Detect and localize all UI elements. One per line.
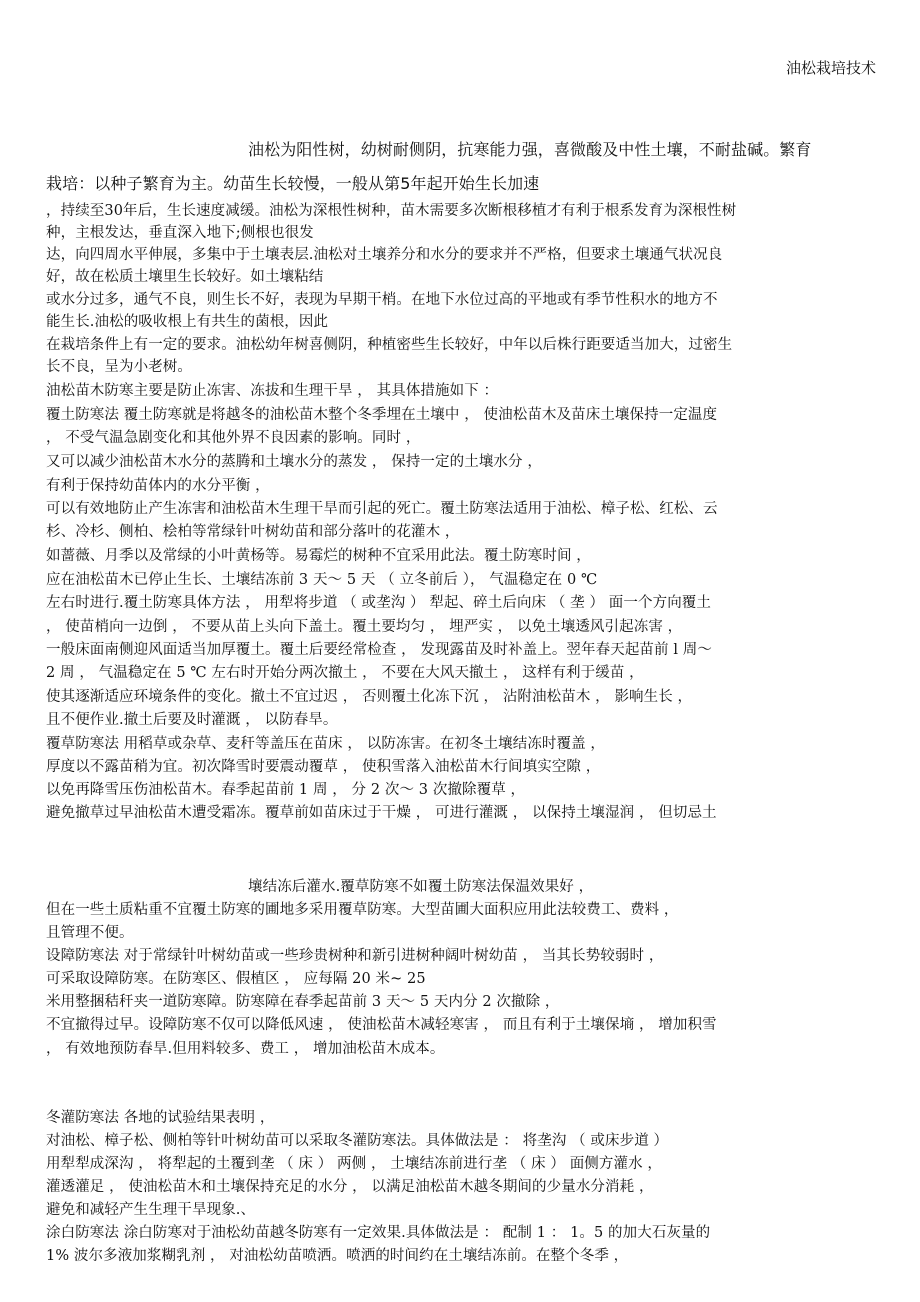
text-line-38: 冬灌防寒法 各地的试验结果表明 ， (46, 1110, 275, 1126)
text-line-5: 达，向四周水平伸展，多集中于土壤表层.油松对土壤养分和水分的要求并不严格，但要求土壤通气状况良 (46, 247, 723, 263)
text-line-2: 栽培：以种子繁育为主。幼苗生长较慢，一般从第5年起开始生长加速 (46, 174, 540, 193)
text-line-1: 油松为阳性树，幼树耐侧阴，抗寒能力强，喜微酸及中性土壤，不耐盐碱。繁育 (248, 140, 812, 159)
text-line-40: 用犁犁成深沟 ， 将犁起的土覆到垄 （ 床 ） 两侧 ， 土壤结冻前进行垄 （ 床 ） 面侧方灌水 ， (46, 1156, 663, 1172)
text-line-15: 有利于保持幼苗体内的水分平衡 ， (46, 478, 270, 494)
text-line-25: 且不便作业.撤土后要及时灌溉 ， 以防春旱。 (46, 712, 338, 728)
text-line-28: 以免再降雪压伤油松苗木。春季起苗前 1 周 ， 分 2 次～ 3 次撤除覆草 ， (46, 782, 526, 798)
text-line-9: 在栽培条件上有一定的要求。油松幼年树喜侧阴，种植密些生长较好，中年以后株行距要适当加大，过密生 (46, 337, 733, 353)
text-line-6: 好，故在松质土壤里生长较好。如土壤粘结 (46, 269, 324, 285)
text-line-18: 如蔷薇、月季以及常绿的小叶黄杨等。易霉烂的树种不宜采用此法。覆土防寒时间 ， (46, 548, 591, 564)
text-line-26: 覆草防寒法 用稻草或杂草、麦秆等盖压在苗床 ， 以防冻害。在初冬土壤结冻时覆盖 ， (46, 736, 606, 752)
text-line-44: 1% 波尔多液加浆糊乳剂 ， 对油松幼苗喷洒。喷洒的时间约在土壤结冻前。在整个冬季 ， (46, 1248, 629, 1264)
text-line-22: 一般床面南侧迎风面适当加厚覆土。覆土后要经常检查 ， 发现露苗及时补盖上。翌年春天起苗前 l 周～ (46, 642, 712, 658)
text-line-29: 避免撤草过早油松苗木遭受霜冻。覆草前如苗床过于干燥 ， 可进行灌溉 ， 以保持土壤湿润 ， 但切忌土 (46, 805, 717, 821)
text-line-30: 壤结冻后灌水.覆草防寒不如覆土防寒法保温效果好 ， (248, 879, 594, 895)
page-header-title: 油松栽培技术 (785, 59, 876, 77)
text-line-41: 灌透灌足 ， 使油松苗木和土壤保持充足的水分 ， 以满足油松苗木越冬期间的少量水分消耗 ， (46, 1179, 654, 1195)
text-line-31: 但在一些土质粘重不宜覆土防寒的圃地多采用覆草防寒。大型苗圃大面积应用此法较费工、费料 ， (46, 902, 679, 918)
text-line-12: 覆土防寒法 覆土防寒就是将越冬的油松苗木整个冬季埋在土壤中 ， 使油松苗木及苗床土壤保持一定温度 (46, 407, 718, 423)
text-line-32: 且管理不便。 (46, 925, 134, 941)
text-line-19: 应在油松苗木已停止生长、土壤结冻前 3 天～ 5 天 （ 立冬前后 ）， 气温稳定在 0 ℃ (46, 572, 598, 588)
text-line-27: 厚度以不露苗稍为宜。初次降雪时要震动覆草 ， 使积雪落入油松苗木行间填实空隙 ， (46, 759, 601, 775)
text-line-34: 可采取设障防寒。在防寒区、假植区 ， 应每隔 20 米~ 25 (46, 971, 426, 987)
text-line-17: 杉、冷杉、侧柏、桧柏等常绿针叶树幼苗和部分落叶的花灌木 ， (46, 524, 460, 540)
text-line-20: 左右时进行.覆土防寒具体方法 ， 用犁将步道 （ 或垄沟 ） 犁起、碎土后向床 （ 垄 ） 面一个方向覆土 (46, 595, 711, 611)
text-line-33: 设障防寒法 对于常绿针叶树幼苗或一些珍贵树种和新引进树种阔叶树幼苗 ， 当其长势较弱时 ， (46, 948, 664, 964)
text-line-14: 又可以减少油松苗木水分的蒸腾和土壤水分的蒸发 ， 保持一定的土壤水分 ， (46, 454, 542, 470)
text-line-23: 2 周 ， 气温稳定在 5 ℃ 左右时开始分两次撤土 ， 不要在大风天撤土 ， 这样有利于缓苗 ， (46, 665, 644, 681)
text-line-42: 避免和减轻产生生理干旱现象.、 (46, 1202, 256, 1218)
text-line-11: 油松苗木防寒主要是防止冻害、冻拔和生理干旱 ， 其具体措施如下 ： (46, 383, 499, 399)
text-line-4: 种，主根发达，垂直深入地下;侧根也很发 (46, 225, 314, 241)
text-line-3: ，持续至30年后，生长速度减缓。油松为深根性树种，苗木需要多次断根移植才有利于根系发育为深根性树 (46, 203, 737, 219)
text-line-39: 对油松、樟子松、侧柏等针叶树幼苗可以采取冬灌防寒法。具体做法是 ： 将垄沟 （ 或床步道 ） (46, 1133, 669, 1149)
text-line-8: 能生长.油松的吸收根上有共生的菌根，因此 (46, 314, 329, 330)
text-line-36: 不宜撤得过早。设障防寒不仅可以降低风速 ， 使油松苗木减轻寒害 ， 而且有利于土壤保墒 ， 增加积雪 (46, 1017, 717, 1033)
text-line-10: 长不良，呈为小老树。 (46, 359, 192, 375)
text-line-43: 涂白防寒法 涂白防寒对于油松幼苗越冬防寒有一定效果.具体做法是 ： 配制 1 ： 1。5 的加大石灰量的 (46, 1225, 711, 1241)
text-line-13: ， 不受气温急剧变化和其他外界不良因素的影响。同时 ， (46, 430, 421, 446)
text-line-24: 使其逐渐适应环境条件的变化。撤土不宜过迟 ， 否则覆土化冻下沉 ， 沾附油松苗木 ， 影响生长 ， (46, 689, 693, 705)
text-line-7: 或水分过多，通气不良，则生长不好，表现为早期干梢。在地下水位过高的平地或有季节性积水的地方不 (46, 292, 718, 308)
text-line-35: 米用整捆秸秆夹一道防寒障。防寒障在春季起苗前 3 天～ 5 天内分 2 次撤除 ， (46, 994, 560, 1010)
text-line-16: 可以有效地防止产生冻害和油松苗木生理干旱而引起的死亡。覆土防寒法适用于油松、樟子松、红松、云 (46, 501, 718, 517)
text-line-37: ， 有效地预防春旱.但用料较多、费工 ， 增加油松苗木成本。 (46, 1041, 445, 1057)
text-line-21: ， 使苗梢向一边倒 ， 不要从苗上头向下盖土。覆土要均匀 ， 埋严实 ， 以免土壤透风引起冻害 ， (46, 619, 683, 635)
